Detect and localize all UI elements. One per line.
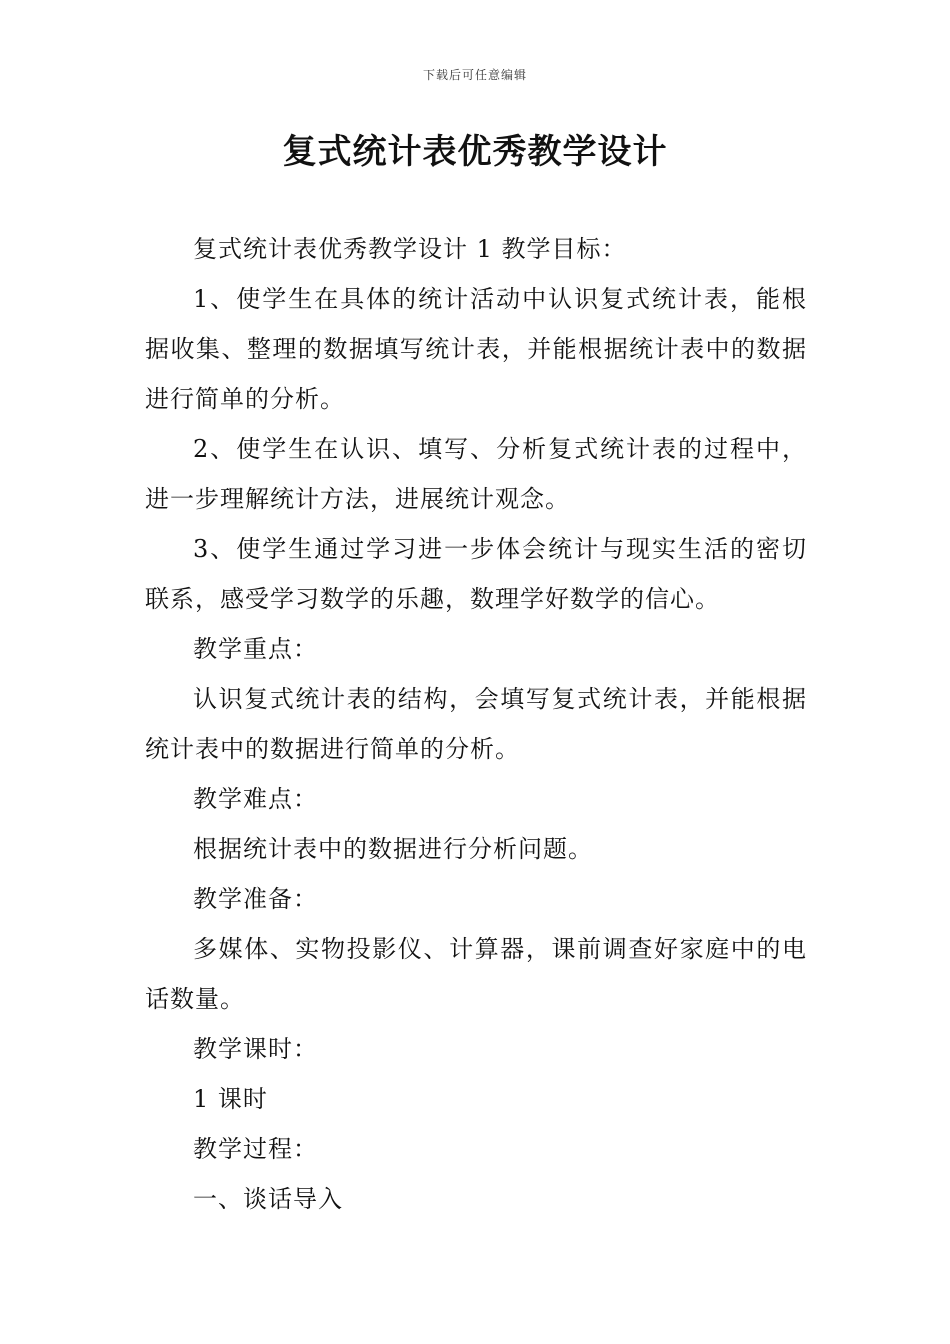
paragraph-objective-3: 3、使学生通过学习进一步体会统计与现实生活的密切联系，感受学习数学的乐趣，数理学好数学的信心。 bbox=[145, 535, 807, 613]
paragraph-objective-1: 1、使学生在具体的统计活动中认识复式统计表，能根据收集、整理的数据填写统计表，并能根据统计表中的数据进行简单的分析。 bbox=[145, 285, 807, 413]
paragraph-preparation: 多媒体、实物投影仪、计算器，课前调查好家庭中的电话数量。 bbox=[145, 935, 807, 1013]
paragraph-key-points: 认识复式统计表的结构，会填写复式统计表，并能根据统计表中的数据进行简单的分析。 bbox=[145, 685, 807, 763]
paragraph-difficulties: 根据统计表中的数据进行分析问题。 bbox=[193, 835, 593, 863]
document-title: 复式统计表优秀教学设计 bbox=[282, 132, 668, 172]
paragraph-key-points-heading: 教学重点： bbox=[193, 635, 318, 663]
document-body bbox=[145, 224, 807, 1224]
paragraph-objective-2: 2、使学生在认识、填写、分析复式统计表的过程中，进一步理解统计方法，进展统计观念。 bbox=[145, 435, 807, 513]
paragraph-objectives-heading: 复式统计表优秀教学设计 1 教学目标： bbox=[193, 235, 627, 263]
header-note: 下载后可任意编辑 bbox=[422, 68, 527, 82]
paragraph-preparation-heading: 教学准备： bbox=[193, 885, 318, 913]
paragraph-class-hours: 1 课时 bbox=[193, 1085, 268, 1113]
paragraph-class-hours-heading: 教学课时： bbox=[193, 1035, 318, 1063]
paragraph-section-1: 一、谈话导入 bbox=[193, 1185, 343, 1213]
paragraph-process-heading: 教学过程： bbox=[193, 1135, 318, 1163]
paragraph-difficulties-heading: 教学难点： bbox=[193, 785, 318, 813]
